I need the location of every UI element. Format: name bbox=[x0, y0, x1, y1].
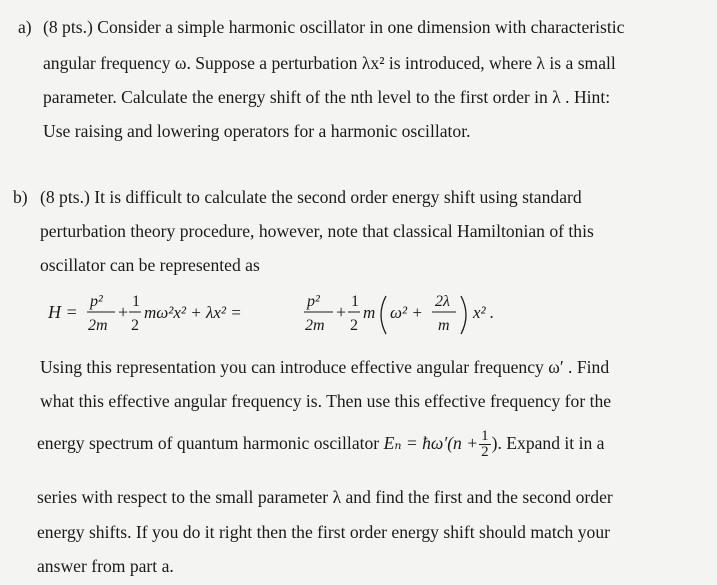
eq-left-paren bbox=[381, 296, 386, 334]
eq-omega2-plus: ω² + bbox=[390, 303, 423, 322]
eq-2lambda-num: 2λ bbox=[435, 293, 450, 310]
part-b-marker: b) bbox=[13, 187, 28, 207]
eq-middle: mω²x² + λx² = bbox=[144, 303, 242, 322]
eq-x2-end: x² . bbox=[473, 303, 495, 322]
part-b-line-2: perturbation theory procedure, however, note that classical Hamiltonian of this bbox=[40, 221, 594, 241]
part-b-line-omega: Using this representation you can introduce effective angular frequency ω′ . Find bbox=[40, 357, 610, 377]
eq-2m-den: 2m bbox=[88, 317, 108, 334]
eq-right-paren bbox=[461, 296, 466, 334]
eq-m-den: m bbox=[438, 317, 450, 334]
eq-p2-num: p² bbox=[90, 293, 103, 310]
part-b-line-1: (8 pts.) It is difficult to calculate the second order energy shift using standard bbox=[40, 187, 582, 207]
energy-line-start: energy spectrum of quantum harmonic oscillator bbox=[37, 433, 380, 453]
part-a-line-3: parameter. Calculate the energy shift of the nth level to the first order in λ . Hint: bbox=[43, 87, 611, 107]
eq-2m-den-2: 2m bbox=[305, 317, 325, 334]
eq-lhs: H = bbox=[48, 302, 78, 322]
eq-half-num-2: 1 bbox=[351, 293, 359, 310]
eq-plus-1: + bbox=[118, 302, 129, 322]
part-b-line-answer: answer from part a. bbox=[37, 556, 174, 576]
eq-plus-2: + bbox=[336, 302, 347, 322]
energy-line-end: . Expand it in a bbox=[497, 433, 605, 453]
part-b-line-energy bbox=[37, 428, 605, 460]
energy-close-paren: ) bbox=[491, 433, 498, 453]
part-b-line-3: oscillator can be represented as bbox=[40, 255, 260, 275]
eq-p2-num-2: p² bbox=[307, 293, 320, 310]
part-a-line-2: angular frequency ω. Suppose a perturbation λx² is introduced, where λ is a small bbox=[43, 53, 616, 73]
energy-half-num: 1 bbox=[481, 428, 489, 445]
hamiltonian-equation bbox=[40, 288, 680, 342]
part-b-line-what: what this effective angular frequency is. Then use this effective frequency for the bbox=[40, 391, 612, 411]
eq-half-den-1: 2 bbox=[131, 317, 139, 334]
energy-half-den: 2 bbox=[481, 444, 489, 461]
eq-half-den-2: 2 bbox=[350, 317, 358, 334]
eq-half-num-1: 1 bbox=[132, 293, 140, 310]
part-b-line-shifts: energy shifts. If you do it right then the first order energy shift should match your bbox=[37, 522, 610, 542]
part-a-marker: a) bbox=[18, 17, 32, 37]
energy-formula: Eₙ = ħω′(n + bbox=[383, 433, 479, 453]
eq-m: m bbox=[363, 303, 376, 322]
part-b-line-series: series with respect to the small parameter λ and find the first and the second order bbox=[37, 487, 613, 507]
part-a-line-4: Use raising and lowering operators for a harmonic oscillator. bbox=[43, 121, 471, 141]
energy-half-fraction bbox=[479, 429, 491, 460]
part-a-line-1: (8 pts.) Consider a simple harmonic oscillator in one dimension with characteristic bbox=[43, 17, 625, 37]
